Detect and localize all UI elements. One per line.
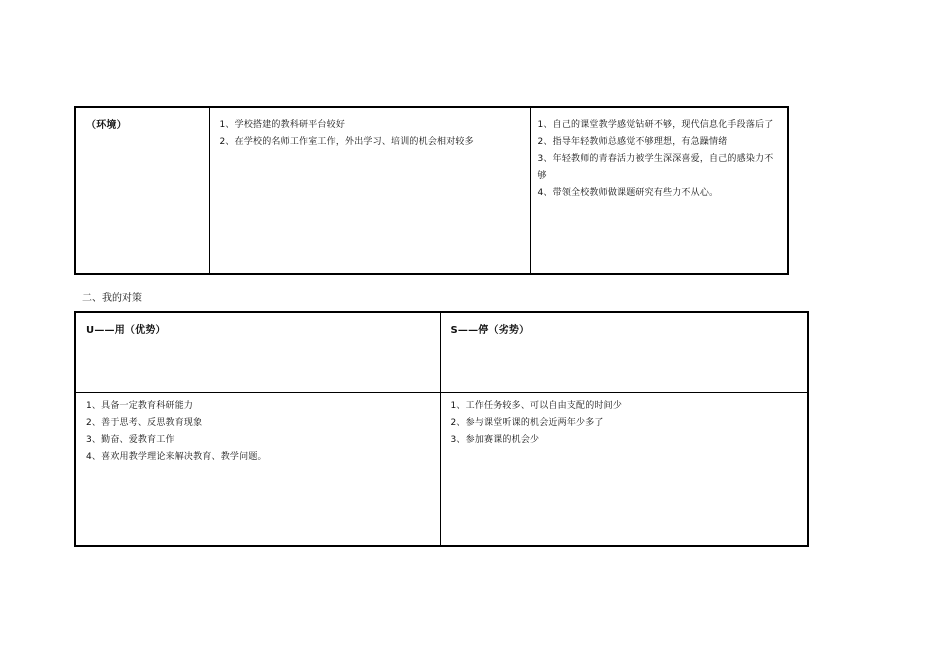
strategy-header-row [75, 312, 808, 392]
use-items-cell [75, 392, 440, 546]
use-item: 3、勤奋、爱教育工作 [86, 434, 175, 445]
section-title: 二、我的对策 [82, 293, 142, 304]
use-header-cell [75, 312, 440, 392]
stop-header: S——停（劣势） [450, 325, 530, 336]
opportunity-item: 2、在学校的名师工作室工作，外出学习、培训的机会相对较多 [219, 137, 474, 147]
stop-item: 1、工作任务较多、可以自由支配的时间少 [450, 400, 623, 411]
environment-table [74, 106, 789, 275]
threats-cell [530, 107, 788, 274]
threat-item: 3、年轻教师的青春活力被学生深深喜爱，自己的感染力不够 [537, 154, 774, 181]
environment-label-cell [75, 107, 209, 274]
use-item: 1、具备一定教育科研能力 [86, 400, 194, 411]
use-item: 4、喜欢用教学理论来解决教育、教学问题。 [86, 451, 267, 462]
opportunity-item: 1、学校搭建的教科研平台较好 [219, 120, 346, 130]
strategy-table [74, 311, 809, 547]
threat-item: 2、指导年轻教师总感觉不够理想，有急躁情绪 [537, 137, 728, 147]
stop-item: 3、参加赛课的机会少 [450, 434, 540, 445]
threat-item: 4、带领全校教师做课题研究有些力不从心。 [537, 188, 719, 198]
stop-header-cell [440, 312, 808, 392]
threat-item: 1、自己的课堂教学感觉钻研不够，现代信息化手段落后了 [537, 120, 774, 130]
use-header: U——用（优势） [86, 325, 166, 336]
environment-row [75, 107, 788, 274]
use-item: 2、善于思考、反思教育现象 [86, 417, 203, 428]
stop-item: 2、参与课堂听课的机会近两年少多了 [450, 417, 604, 428]
environment-label: （环境） [86, 120, 127, 131]
opportunities-cell [209, 107, 530, 274]
strategy-content-row [75, 392, 808, 546]
stop-items-cell [440, 392, 808, 546]
